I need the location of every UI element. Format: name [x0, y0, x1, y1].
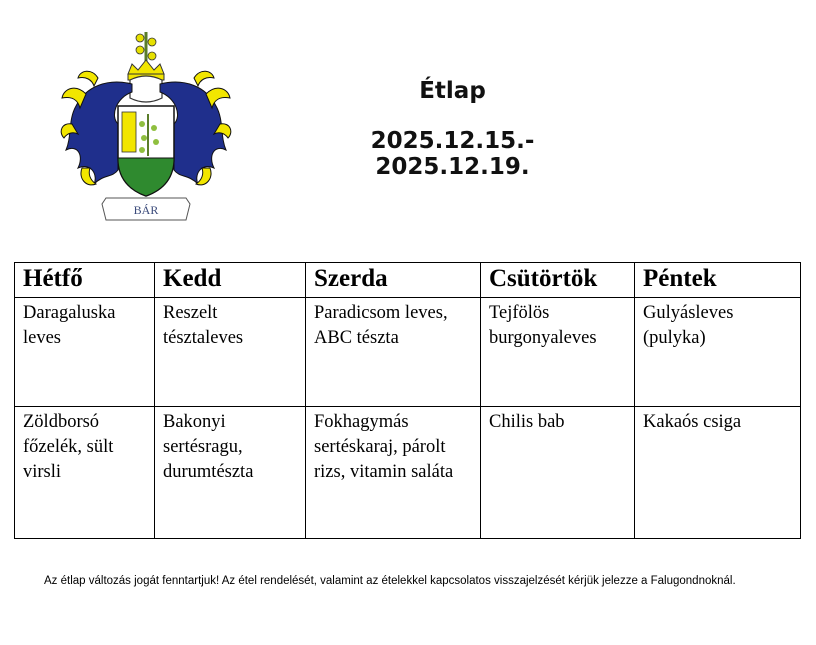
day-header-tuesday: Kedd [155, 263, 306, 298]
ribbon-text: BÁR [133, 203, 159, 217]
table-cell: Reszelt tésztaleves [155, 298, 306, 407]
table-cell: Daragaluska leves [15, 298, 155, 407]
coat-of-arms-logo [58, 28, 234, 224]
table-cell: Zöldborsó főzelék, sült virsli [15, 407, 155, 539]
table-cell: Gulyásleves (pulyka) [635, 298, 801, 407]
ribbon-banner [102, 198, 190, 220]
table-cell: Paradicsom leves, ABC tészta [306, 298, 481, 407]
page-title: Étlap [419, 78, 486, 104]
day-header-friday: Péntek [635, 263, 801, 298]
table-row [15, 407, 801, 539]
table-cell: Chilis bab [481, 407, 635, 539]
table-cell: Tejfölös burgonyaleves [481, 298, 635, 407]
day-header-thursday: Csütörtök [481, 263, 635, 298]
table-cell: Bakonyi sertésragu, durumtészta [155, 407, 306, 539]
day-header-monday: Hétfő [15, 263, 155, 298]
table-cell: Kakaós csiga [635, 407, 801, 539]
footer-note: Az étlap változás jogát fenntartjuk! Az étel rendelését, valamint az ételekkel kapcsolatos visszajelzését kérjük jelezze a Falugondnoknál. [44, 575, 736, 587]
table-row [15, 298, 801, 407]
table-cell: Fokhagymás sertéskaraj, párolt rizs, vitamin saláta [306, 407, 481, 539]
date-range: 2025.12.15.- 2025.12.19. [370, 128, 535, 180]
weekly-menu-table [14, 262, 801, 539]
day-header-wednesday: Szerda [306, 263, 481, 298]
shield-icon [118, 106, 174, 196]
table-header-row [15, 263, 801, 298]
